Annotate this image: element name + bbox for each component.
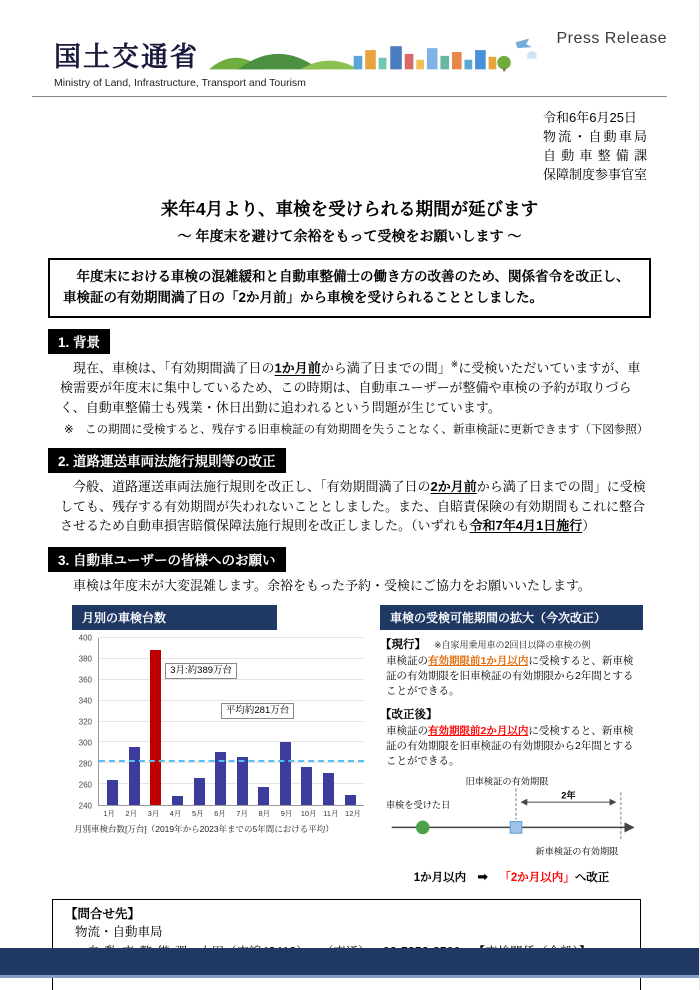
- y-axis: [72, 633, 94, 811]
- current-text-a: 車検証の: [386, 655, 428, 668]
- chart-plot-area: [98, 638, 364, 806]
- average-dashed-line: [99, 760, 364, 762]
- current-text-c: に受検すると、新車検証の有効期限を旧車検証の有効期限から2年間とすることができる。: [386, 655, 634, 698]
- monthly-inspections-figure: [72, 605, 364, 885]
- summary-text-a: 年度末における車検の混雑緩和と自動車整備士の働き方の改善のため、関係省令を改正し、車検証の有効期間満了日の: [63, 269, 630, 306]
- section2-text-a: 今般、道路運送車両法施行規則を改正し、「有効期間満了日の: [60, 479, 431, 495]
- bar-2月: [129, 747, 140, 805]
- y-tick-label: 240: [78, 801, 92, 811]
- x-axis: [98, 806, 364, 819]
- building-icon: [475, 50, 486, 69]
- new-expiry-label: 新車検証の有効期限: [535, 846, 619, 857]
- x-tick-label: 2月: [125, 809, 138, 819]
- building-icon: [390, 46, 402, 69]
- section1-heading: 1. 背景: [48, 329, 110, 354]
- y-tick-label: 340: [78, 696, 92, 706]
- y-tick-label: 300: [78, 738, 92, 748]
- current-emphasis: 有効期限前1か月以内: [428, 655, 529, 668]
- section2-text-e: ）: [582, 518, 596, 534]
- x-tick-label: 9月: [280, 809, 293, 819]
- ministry-logo-text: 国土交通省: [54, 42, 199, 72]
- current-label: 【現行】: [380, 639, 426, 652]
- section2-paragraph: [48, 477, 651, 536]
- footer-bar: [0, 948, 699, 978]
- x-tick-label: 5月: [191, 809, 204, 819]
- x-tick-label: 6月: [214, 809, 226, 819]
- section1-footnote: ※ この期間に受検すると、残存する旧車検証の有効期間を失うことなく、新車検証に更新できます（下図参照）: [64, 424, 649, 437]
- tree-icon: [497, 56, 510, 69]
- bar-9月: [280, 742, 291, 805]
- old-expiry-label: 旧車検証の有効期限: [465, 777, 549, 788]
- x-tick-label: 7月: [236, 809, 248, 819]
- y-tick-label: 360: [78, 675, 92, 685]
- section1-emphasis: 1か月前: [274, 360, 321, 376]
- bar-7月: [237, 757, 248, 805]
- building-icon: [452, 52, 462, 69]
- bar-4月: [172, 796, 183, 805]
- building-icon: [405, 54, 414, 69]
- section2-date-emphasis: 令和7年4月1日施行: [469, 518, 583, 534]
- contact-bureau: 物流・自動車局: [75, 925, 163, 940]
- revised-text-c: に受検すると、新車検証の有効期限を旧車検証の有効期限から2年間とすることができる。: [386, 724, 634, 768]
- section1-text-c: から満了日までの間」: [320, 360, 451, 376]
- building-icon: [440, 56, 449, 69]
- section3-heading: 3. 自動車ユーザーの皆様へのお願い: [48, 547, 286, 572]
- section2-emphasis: 2か月前: [430, 479, 477, 495]
- bar-1月: [107, 780, 118, 805]
- old-expiry-marker: [510, 822, 522, 834]
- date-department-block: [543, 109, 647, 184]
- revision-panel: [380, 605, 643, 885]
- figures-row: [72, 605, 643, 885]
- chart-footnote: 月別車検台数[万台]（2019年から2023年までの5年間における平均）: [74, 824, 334, 835]
- example-note: ※自家用乗用車の2回目以降の車検の例: [434, 640, 591, 651]
- march-annotation-text: 3月:約389万台: [170, 665, 233, 677]
- inspection-day-dot: [416, 821, 430, 835]
- revised-label: 【改正後】: [380, 708, 438, 721]
- building-icon: [465, 60, 473, 70]
- x-tick-label: 10月: [300, 809, 317, 819]
- bar-11月: [323, 773, 334, 805]
- section1-text-d: に受検いただいていますが、車検需要が年度末に集中しているため、この時期は、自動車ユーザーが整備や車検の予約が取りづらく、自動車整備士も残業・休日出勤に追われるという問題が生じています。: [60, 360, 641, 415]
- monthly-inspections-chart: [72, 633, 364, 811]
- two-years-label: 2年: [561, 790, 576, 801]
- building-icon: [489, 57, 497, 70]
- section1-paragraph: [48, 358, 651, 417]
- page-subtitle: ～ 年度末を避けて余裕をもって受検をお願いします ～: [177, 228, 522, 245]
- building-icon: [379, 58, 387, 70]
- summary-box: [48, 258, 651, 318]
- x-tick-label: 8月: [258, 809, 271, 819]
- revised-rule-text: [380, 724, 643, 770]
- contact-heading: 【問合せ先】: [65, 906, 141, 921]
- division-name: 自動車整備課: [543, 147, 647, 163]
- bar-10月: [301, 767, 312, 805]
- building-icon: [365, 50, 376, 69]
- current-rule-text: [380, 654, 643, 700]
- y-tick-label: 380: [78, 654, 92, 664]
- bar-3月: [150, 650, 161, 806]
- building-icon: [354, 56, 363, 69]
- revision-panel-title: 車検の受検可能期間の拡大（今次改正）: [380, 605, 643, 630]
- average-annotation-text: 平均約281万台: [225, 705, 290, 717]
- y-tick-label: 260: [78, 780, 92, 790]
- tree-trunk-icon: [503, 67, 505, 71]
- right-arrow-icon: ➡: [477, 868, 489, 884]
- header-divider: [32, 96, 667, 97]
- bar-5月: [194, 778, 205, 805]
- section2-text-c: から満了日までの間」に受検しても、残存する有効期間が失われないこととしました。また、自賠責保険の有効期間もこれに整合させるため自動車損害賠償保障法施行規則を改正しました。（いずれも: [60, 479, 646, 534]
- y-tick-label: 280: [78, 759, 92, 769]
- footnote-marker: ※: [450, 359, 459, 370]
- press-release-label: Press Release: [556, 30, 667, 47]
- revised-emphasis: 有効期限前2か月以内: [428, 724, 529, 737]
- revision-note: [380, 869, 643, 885]
- cityscape-illustration: [209, 30, 546, 74]
- inspection-day-label: 車検を受けた日: [385, 800, 451, 811]
- airplane-icon: [516, 39, 532, 49]
- cloud-icon: [526, 51, 537, 59]
- x-tick-label: 12月: [345, 809, 361, 819]
- x-tick-label: 1月: [103, 809, 115, 819]
- x-tick-label: 3月: [147, 809, 160, 819]
- header: [0, 0, 699, 97]
- revised-text-a: 車検証の: [386, 724, 428, 737]
- release-date: 令和6年6月25日: [543, 110, 637, 125]
- y-tick-label: 400: [78, 633, 92, 643]
- bureau-name: 物流・自動車局: [543, 128, 647, 144]
- x-tick-label: 4月: [169, 809, 182, 819]
- section1-text-a: 現在、車検は、「有効期間満了日の: [60, 360, 275, 376]
- change-red-text: 「2か月以内」: [499, 871, 575, 884]
- march-annotation: [165, 663, 237, 679]
- timeline-diagram: [380, 773, 652, 866]
- chart-title: 月別の車検台数: [72, 605, 277, 630]
- building-icon: [416, 60, 424, 70]
- y-tick-label: 320: [78, 717, 92, 727]
- bar-8月: [258, 787, 269, 805]
- summary-emphasis: 「2か月前」: [225, 290, 301, 306]
- summary-text-c: から車検を受けられることとしました。: [300, 290, 544, 306]
- office-name: 保障制度参事官室: [543, 166, 648, 182]
- ministry-name-en: Ministry of Land, Infrastructure, Transport and Tourism: [54, 77, 306, 89]
- average-annotation: [221, 703, 294, 719]
- page-title: 来年4月より、車検を受けられる期間が延びます: [160, 199, 539, 220]
- building-icon: [427, 48, 438, 69]
- section3-paragraph: 車検は年度末が大変混雑します。余裕をもった予約・受検にご協力をお願いいたします。: [60, 577, 591, 593]
- change-before-text: 1か月以内: [413, 871, 467, 884]
- x-tick-label: 11月: [323, 809, 339, 819]
- section2-heading: 2. 道路運送車両法施行規則等の改正: [48, 448, 286, 473]
- change-after-text: へ改正: [574, 871, 610, 884]
- hill-icon: [301, 61, 359, 70]
- bar-12月: [345, 795, 356, 805]
